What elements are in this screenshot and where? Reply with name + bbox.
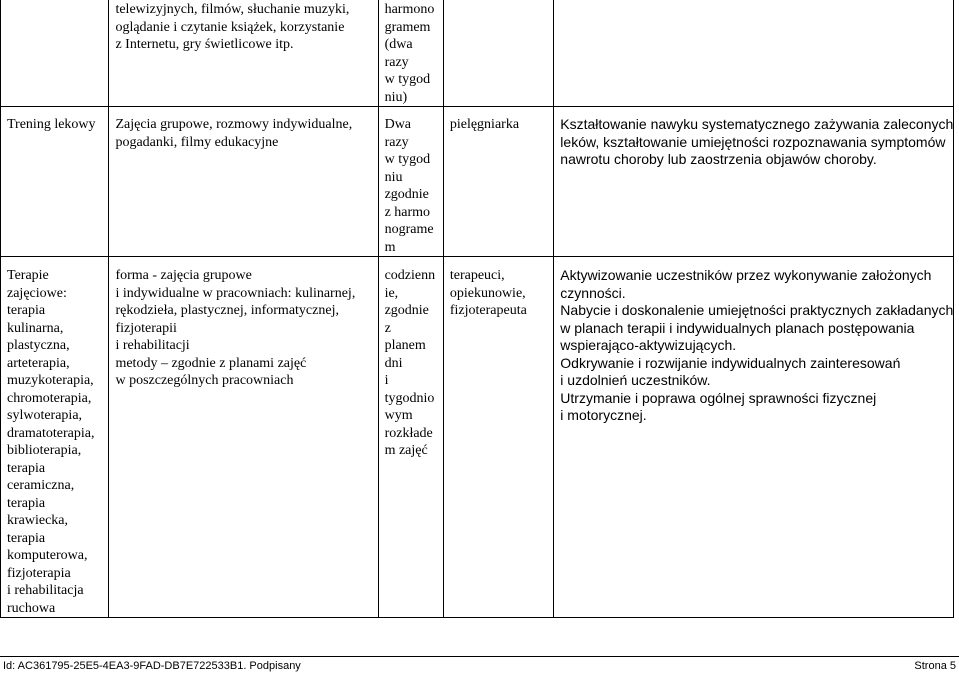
cell-text-line: ruchowa xyxy=(7,600,56,616)
cell-forms xyxy=(109,107,378,257)
cell-text-line: Zajęcia grupowe, rozmowy indywidualne, xyxy=(115,117,353,132)
cell-staff xyxy=(443,257,553,618)
cell-text-line: m xyxy=(384,239,396,255)
cell-name xyxy=(1,107,109,257)
cell-text-line: fizjoterapeuta xyxy=(449,303,527,318)
cell-text-line: Dwa xyxy=(384,117,412,132)
cell-text-line: nograme xyxy=(384,222,434,237)
cell-text-line: harmono xyxy=(384,2,435,17)
cell-text-line: z xyxy=(384,320,391,336)
cell-text-line: opiekunowie, xyxy=(449,285,526,301)
cell-text-line: fizjoterapia xyxy=(7,565,71,581)
cell-text-line: leków, kształtowanie umiejętności rozpoznawania symptomów xyxy=(560,133,946,150)
cell-text-line: razy xyxy=(384,134,409,150)
cell-text-line: i motorycznej. xyxy=(560,407,647,423)
cell-text-line: w tygod xyxy=(384,72,431,87)
cell-text-line: i indywidualne w pracowniach: kulinarnej, xyxy=(115,285,356,301)
cell-text-line: zgodnie xyxy=(384,187,429,202)
cell-text-line: forma - zajęcia grupowe xyxy=(115,268,252,283)
cell-text-line: dni xyxy=(384,355,403,371)
cell-text-line: terapia xyxy=(7,460,46,476)
cell-text-line: komputerowa, xyxy=(7,548,88,563)
cell-text-line: wspierająco-aktywizujących. xyxy=(560,337,737,353)
cell-text-line: z Internetu, gry świetlicowe itp. xyxy=(115,37,294,52)
cell-text-line: chromoterapia, xyxy=(7,390,92,406)
cell-text-line: muzykoterapia, xyxy=(7,373,94,388)
cell-text-line: czynności. xyxy=(560,284,626,301)
cell-forms xyxy=(109,0,378,107)
cell-text-line: krawiecka, xyxy=(7,513,69,528)
cell-text-line: terapia xyxy=(7,495,46,511)
cell-text-line: Odkrywanie i rozwijanie indywidualnych zainteresowań xyxy=(560,354,901,371)
cell-text-line: dramatoterapia, xyxy=(7,425,95,441)
cell-text-line: razy xyxy=(384,54,409,70)
cell-text-line: biblioterapia, xyxy=(7,443,82,458)
cell-text-line: tygodnio xyxy=(384,390,435,406)
cell-staff xyxy=(443,0,553,107)
cell-text-line: ie, xyxy=(384,285,399,301)
cell-text-line: i xyxy=(384,373,389,388)
cell-text-line: wym xyxy=(384,408,413,423)
cell-text-line: rękodzieła, plastycznej, informatycznej, xyxy=(115,303,339,318)
cell-text-line: sylwoterapia, xyxy=(7,408,83,423)
cell-text-line: niu xyxy=(384,169,403,185)
cell-text-line: terapeuci, xyxy=(449,268,505,283)
cell-goals xyxy=(554,0,954,107)
cell-goals xyxy=(554,257,954,618)
table-row-terapie-zajeciowe xyxy=(1,257,954,618)
cell-text-line: Trening lekowy xyxy=(7,117,96,132)
cell-text-line: w tygod xyxy=(384,152,431,167)
cell-text-line: oglądanie i czytanie książek, korzystanie xyxy=(115,19,345,35)
cell-text-line: w planach terapii i indywidualnych planach postępowania xyxy=(560,319,915,336)
cell-text-line: arteterapia, xyxy=(7,355,70,371)
cell-text-line: zgodnie xyxy=(384,303,429,318)
cell-text-line: Utrzymanie i poprawa ogólnej sprawności fizycznej xyxy=(560,389,877,406)
cell-text-line: terapia xyxy=(7,530,46,546)
cell-text-line: pogadanki, filmy edukacyjne xyxy=(115,134,279,150)
cell-frequency xyxy=(378,0,443,107)
footer-page-number: Strona 5 xyxy=(914,660,956,672)
table-row-trening-lekowy xyxy=(1,107,954,257)
cell-text-line: codzienn xyxy=(384,268,436,283)
cell-text-line: i uzdolnień uczestników. xyxy=(560,372,711,388)
cell-text-line: w poszczególnych pracowniach xyxy=(115,373,294,388)
cell-text-line: rozkłade xyxy=(384,425,433,441)
cell-name xyxy=(1,0,109,107)
footer-divider xyxy=(0,656,959,657)
cell-text-line: plastyczna, xyxy=(7,338,70,353)
cell-text-line: z harmo xyxy=(384,204,431,220)
footer-document-id: Id: AC361795-25E5-4EA3-9FAD-DB7E722533B1. Podpisany xyxy=(3,660,301,672)
cell-text-line: planem xyxy=(384,338,426,353)
cell-text-line: Nabycie i doskonalenie umiejętności praktycznych zakładanych xyxy=(560,302,954,318)
cell-text-line: (dwa xyxy=(384,37,413,52)
table-row-continuation xyxy=(1,0,954,107)
cell-text-line: m zajęć xyxy=(384,443,428,458)
cell-forms xyxy=(109,257,378,618)
cell-text-line: kulinarna, xyxy=(7,320,64,336)
cell-text-line: niu) xyxy=(384,89,408,105)
cell-text-line: telewizyjnych, filmów, słuchanie muzyki, xyxy=(115,2,350,17)
cell-text-line: i rehabilitacji xyxy=(115,338,190,353)
cell-text-line: fizjoterapii xyxy=(115,320,177,336)
cell-text-line: Kształtowanie nawyku systematycznego zażywania zaleconych xyxy=(560,116,954,132)
cell-text-line: metody – zgodnie z planami zajęć xyxy=(115,355,307,371)
cell-frequency xyxy=(378,107,443,257)
cell-staff xyxy=(443,107,553,257)
cell-text-line: Terapie xyxy=(7,268,49,283)
cell-text-line: ceramiczna, xyxy=(7,478,75,493)
cell-text-line: terapia xyxy=(7,303,46,318)
cell-text-line: Aktywizowanie uczestników przez wykonywanie założonych xyxy=(560,267,932,283)
cell-text-line: gramem xyxy=(384,19,431,35)
cell-name xyxy=(1,257,109,618)
cell-text-line: pielęgniarka xyxy=(449,117,520,132)
cell-text-line: i rehabilitacja xyxy=(7,583,84,598)
cell-text-line: nawrotu choroby lub zaostrzenia objawów choroby. xyxy=(560,151,877,167)
cell-text-line: zajęciowe: xyxy=(7,285,67,301)
cell-goals xyxy=(554,107,954,257)
cell-frequency xyxy=(378,257,443,618)
